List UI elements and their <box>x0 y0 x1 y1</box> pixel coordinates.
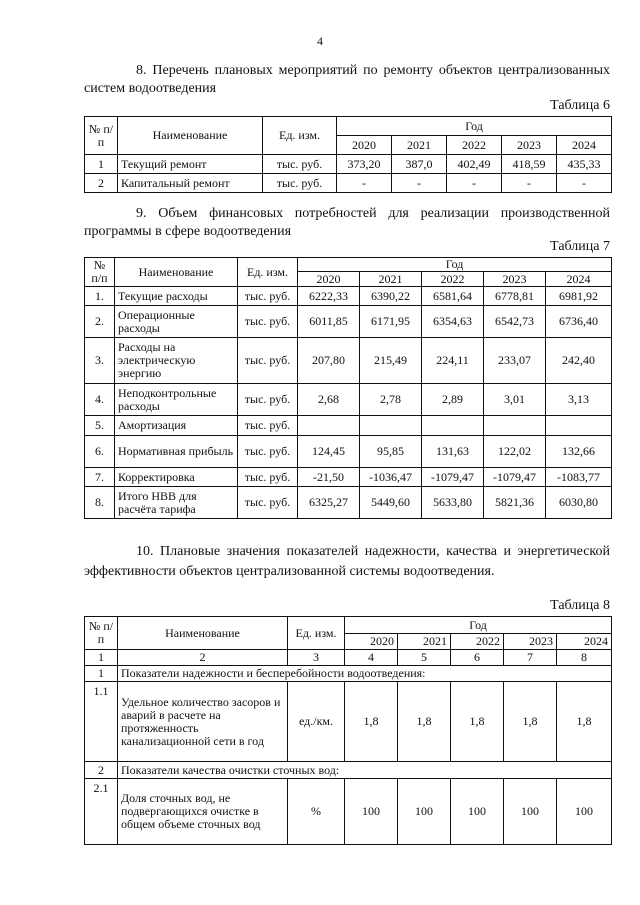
row-num: 2. <box>85 306 115 338</box>
row-value: 418,59 <box>502 155 557 174</box>
table-row <box>85 436 612 468</box>
row-name: Итого НВВ для расчёта тарифа <box>115 487 238 519</box>
t8-header-unit: Ед. изм. <box>288 617 345 650</box>
table-row <box>85 155 612 174</box>
table-row <box>85 174 612 193</box>
table-row <box>85 779 612 845</box>
t6-header-name: Наименование <box>118 117 263 155</box>
row-value: 131,63 <box>422 436 484 468</box>
row-value: 95,85 <box>360 436 422 468</box>
table-6 <box>84 116 612 193</box>
t7-year: 2024 <box>546 272 612 287</box>
section-10-number: 10. <box>136 544 154 559</box>
row-value: 6030,80 <box>546 487 612 519</box>
t8-year: 2021 <box>398 634 451 650</box>
row-value <box>422 416 484 436</box>
t8-year: 2023 <box>504 634 557 650</box>
t7-header-year: Год <box>298 258 612 272</box>
row-name: Расходы на электрическую энергию <box>115 338 238 384</box>
t8-year: 2020 <box>345 634 398 650</box>
table-row <box>85 338 612 384</box>
section-8-number: 8. <box>136 63 147 78</box>
row-num: 1 <box>85 666 118 682</box>
t8-column-numbers <box>85 650 612 666</box>
row-num: 3. <box>85 338 115 384</box>
section-row <box>85 762 612 779</box>
row-name: Текущие расходы <box>115 287 238 306</box>
row-num: 8. <box>85 487 115 519</box>
row-name: Неподконтрольные расходы <box>115 384 238 416</box>
row-unit: тыс. руб. <box>238 287 298 306</box>
table-row <box>85 487 612 519</box>
row-value: 387,0 <box>392 155 447 174</box>
row-unit: тыс. руб. <box>238 468 298 487</box>
row-unit: тыс. руб. <box>238 384 298 416</box>
t7-year: 2022 <box>422 272 484 287</box>
row-value: 435,33 <box>557 155 612 174</box>
t8-header-num: № п/п <box>85 617 118 650</box>
section-8-heading <box>84 62 610 98</box>
row-num: 1.1 <box>85 682 118 762</box>
section-9-heading: 9. Объем финансовых потребностей для реализации производственной программы в сфере водоотведения <box>84 206 610 239</box>
t8-year: 2022 <box>451 634 504 650</box>
t6-year: 2021 <box>392 136 447 155</box>
row-value: 1,8 <box>451 682 504 762</box>
row-num: 5. <box>85 416 115 436</box>
t7-year: 2023 <box>484 272 546 287</box>
row-value: 6354,63 <box>422 306 484 338</box>
row-value: - <box>502 174 557 193</box>
row-value: 215,49 <box>360 338 422 384</box>
table-row <box>85 384 612 416</box>
row-value: 100 <box>504 779 557 845</box>
table-row <box>85 306 612 338</box>
table-row <box>85 287 612 306</box>
t7-header-unit: Ед. изм. <box>238 258 298 287</box>
table-row <box>85 682 612 762</box>
t6-header-year: Год <box>337 117 612 136</box>
t6-header-unit: Ед. изм. <box>263 117 337 155</box>
row-name: Удельное количество засоров и аварий в расчете на протяженность канализационной сети в год <box>118 682 288 762</box>
row-value <box>360 416 422 436</box>
row-num: 2 <box>85 174 118 193</box>
row-name: Нормативная прибыль <box>115 436 238 468</box>
table-row <box>85 468 612 487</box>
row-value: 224,11 <box>422 338 484 384</box>
table-8 <box>84 616 612 845</box>
row-value: 1,8 <box>398 682 451 762</box>
row-value: 132,66 <box>546 436 612 468</box>
row-value: 122,02 <box>484 436 546 468</box>
column-number: 8 <box>557 650 612 666</box>
row-num: 1. <box>85 287 115 306</box>
row-unit: % <box>288 779 345 845</box>
row-value: 402,49 <box>447 155 502 174</box>
page-number: 4 <box>317 34 323 48</box>
t8-header-name: Наименование <box>118 617 288 650</box>
column-number: 2 <box>118 650 288 666</box>
row-value: 5821,36 <box>484 487 546 519</box>
t6-header-num: № п/п <box>85 117 118 155</box>
t8-header-year: Год <box>345 617 612 634</box>
t6-year: 2023 <box>502 136 557 155</box>
row-value: 2,89 <box>422 384 484 416</box>
row-value: 2,78 <box>360 384 422 416</box>
t8-year: 2024 <box>557 634 612 650</box>
row-value <box>484 416 546 436</box>
row-value: -1083,77 <box>546 468 612 487</box>
row-value: 3,01 <box>484 384 546 416</box>
row-value: 242,40 <box>546 338 612 384</box>
row-value: 5633,80 <box>422 487 484 519</box>
row-value: 100 <box>345 779 398 845</box>
row-value: -1079,47 <box>422 468 484 487</box>
row-name: Текущий ремонт <box>118 155 263 174</box>
column-number: 1 <box>85 650 118 666</box>
section-title: Показатели надежности и бесперебойности водоотведения: <box>118 666 612 682</box>
row-value: 6390,22 <box>360 287 422 306</box>
table-7-caption: Таблица 7 <box>550 239 610 254</box>
t6-year: 2024 <box>557 136 612 155</box>
row-name: Корректировка <box>115 468 238 487</box>
row-value: 1,8 <box>504 682 557 762</box>
row-value: 233,07 <box>484 338 546 384</box>
row-value: - <box>337 174 392 193</box>
row-unit: тыс. руб. <box>263 174 337 193</box>
row-value: 124,45 <box>298 436 360 468</box>
t6-year: 2022 <box>447 136 502 155</box>
row-num: 4. <box>85 384 115 416</box>
row-num: 1 <box>85 155 118 174</box>
row-name: Амортизация <box>115 416 238 436</box>
row-num: 2 <box>85 762 118 779</box>
row-value: 6581,64 <box>422 287 484 306</box>
column-number: 3 <box>288 650 345 666</box>
row-value: 100 <box>398 779 451 845</box>
t7-year: 2020 <box>298 272 360 287</box>
row-unit: тыс. руб. <box>263 155 337 174</box>
t7-year: 2021 <box>360 272 422 287</box>
column-number: 4 <box>345 650 398 666</box>
row-value: 207,80 <box>298 338 360 384</box>
row-unit: тыс. руб. <box>238 416 298 436</box>
row-value: 1,8 <box>557 682 612 762</box>
row-value: 6011,85 <box>298 306 360 338</box>
row-value <box>546 416 612 436</box>
row-name: Доля сточных вод, не подвергающихся очистке в общем объеме сточных вод <box>118 779 288 845</box>
row-value: 2,68 <box>298 384 360 416</box>
table-6-caption: Таблица 6 <box>550 98 610 113</box>
table-row <box>85 416 612 436</box>
row-num: 7. <box>85 468 115 487</box>
row-value: 6222,33 <box>298 287 360 306</box>
section-10-heading <box>84 542 610 582</box>
row-unit: тыс. руб. <box>238 338 298 384</box>
row-value <box>298 416 360 436</box>
row-value: 6542,73 <box>484 306 546 338</box>
section-10-text: Плановые значения показателей надежности, качества и энергетической эффективности объектов централизованной системы водоотведения. <box>84 544 610 579</box>
row-value: 5449,60 <box>360 487 422 519</box>
row-value: -21,50 <box>298 468 360 487</box>
section-8-text: Перечень плановых мероприятий по ремонту объектов централизованных систем водоотведения <box>84 63 610 96</box>
row-num: 2.1 <box>85 779 118 845</box>
table-8-caption: Таблица 8 <box>550 598 610 613</box>
row-value: 6171,95 <box>360 306 422 338</box>
table-7 <box>84 257 612 519</box>
row-value: -1036,47 <box>360 468 422 487</box>
t7-header-num: № п/п <box>85 258 115 287</box>
row-unit: тыс. руб. <box>238 306 298 338</box>
row-value: - <box>447 174 502 193</box>
row-value: 1,8 <box>345 682 398 762</box>
row-name: Операционные расходы <box>115 306 238 338</box>
row-num: 6. <box>85 436 115 468</box>
row-value: 3,13 <box>546 384 612 416</box>
column-number: 6 <box>451 650 504 666</box>
t6-year: 2020 <box>337 136 392 155</box>
row-value: 6778,81 <box>484 287 546 306</box>
row-value: 6325,27 <box>298 487 360 519</box>
row-value: -1079,47 <box>484 468 546 487</box>
row-unit: тыс. руб. <box>238 487 298 519</box>
row-value: 373,20 <box>337 155 392 174</box>
t7-header-name: Наименование <box>115 258 238 287</box>
column-number: 5 <box>398 650 451 666</box>
row-value: 100 <box>451 779 504 845</box>
row-unit: ед./км. <box>288 682 345 762</box>
section-row <box>85 666 612 682</box>
row-value: - <box>392 174 447 193</box>
row-value: - <box>557 174 612 193</box>
row-name: Капитальный ремонт <box>118 174 263 193</box>
section-title: Показатели качества очистки сточных вод: <box>118 762 612 779</box>
column-number: 7 <box>504 650 557 666</box>
row-value: 6981,92 <box>546 287 612 306</box>
row-value: 6736,40 <box>546 306 612 338</box>
row-value: 100 <box>557 779 612 845</box>
row-unit: тыс. руб. <box>238 436 298 468</box>
